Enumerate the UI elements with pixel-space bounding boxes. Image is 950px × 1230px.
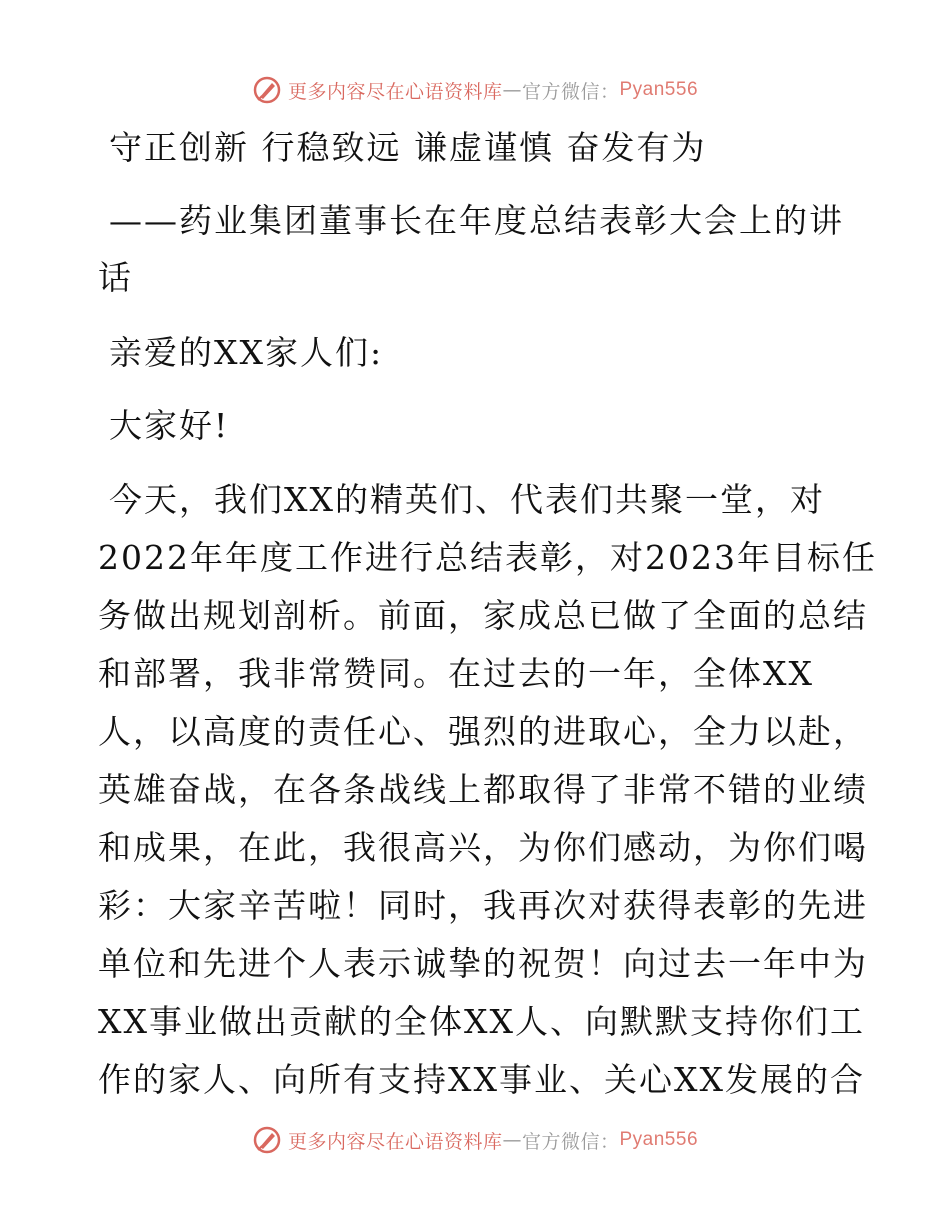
footer-watermark [0,1120,950,1160]
salutation: 亲爱的XX家人们: [109,333,384,372]
watermark-separator: — [502,79,522,101]
body-line-10: XX事业做出贡献的全体XX人、向默默支持你们工 [98,1002,865,1041]
watermark-separator: — [502,1129,522,1151]
body-line-4: 和部署，我非常赞同。在过去的一年，全体XX [98,654,814,693]
watermark-site-text: 更多内容尽在心语资料库 [287,1130,503,1153]
body-line-6: 英雄奋战，在各条战线上都取得了非常不错的业绩 [98,770,868,809]
document-subtitle-line-2: 话 [98,258,133,297]
watermark-wechat-id: Pyan556 [619,1129,699,1150]
body-line-2: 2022年年度工作进行总结表彰，对2023年目标任 [98,538,877,577]
greeting: 大家好! [109,406,230,445]
body-line-7: 和成果，在此，我很高兴，为你们感动，为你们喝 [98,828,868,867]
quill-logo-icon [252,75,282,105]
watermark-official-label: 官方微信： [521,1130,620,1153]
body-line-5: 人，以高度的责任心、强烈的进取心，全力以赴， [98,712,868,751]
document-title: 守正创新 行稳致远 谦虚谨慎 奋发有为 [109,128,707,167]
document-subtitle-line-1: ——药业集团董事长在年度总结表彰大会上的讲 [109,201,844,240]
watermark-official-label: 官方微信： [521,80,620,103]
body-line-3: 务做出规划剖析。前面，家成总已做了全面的总结 [98,596,868,635]
watermark-wechat-id: Pyan556 [619,79,699,100]
body-line-1: 今天，我们XX的精英们、代表们共聚一堂，对 [109,480,825,519]
body-line-11: 作的家人、向所有支持XX事业、关心XX发展的合 [98,1060,865,1099]
header-watermark [0,70,950,110]
body-line-9: 单位和先进个人表示诚挚的祝贺！向过去一年中为 [98,944,868,983]
quill-logo-icon [252,1125,282,1155]
body-line-8: 彩：大家辛苦啦！同时，我再次对获得表彰的先进 [98,886,868,925]
watermark-site-text: 更多内容尽在心语资料库 [287,80,503,103]
